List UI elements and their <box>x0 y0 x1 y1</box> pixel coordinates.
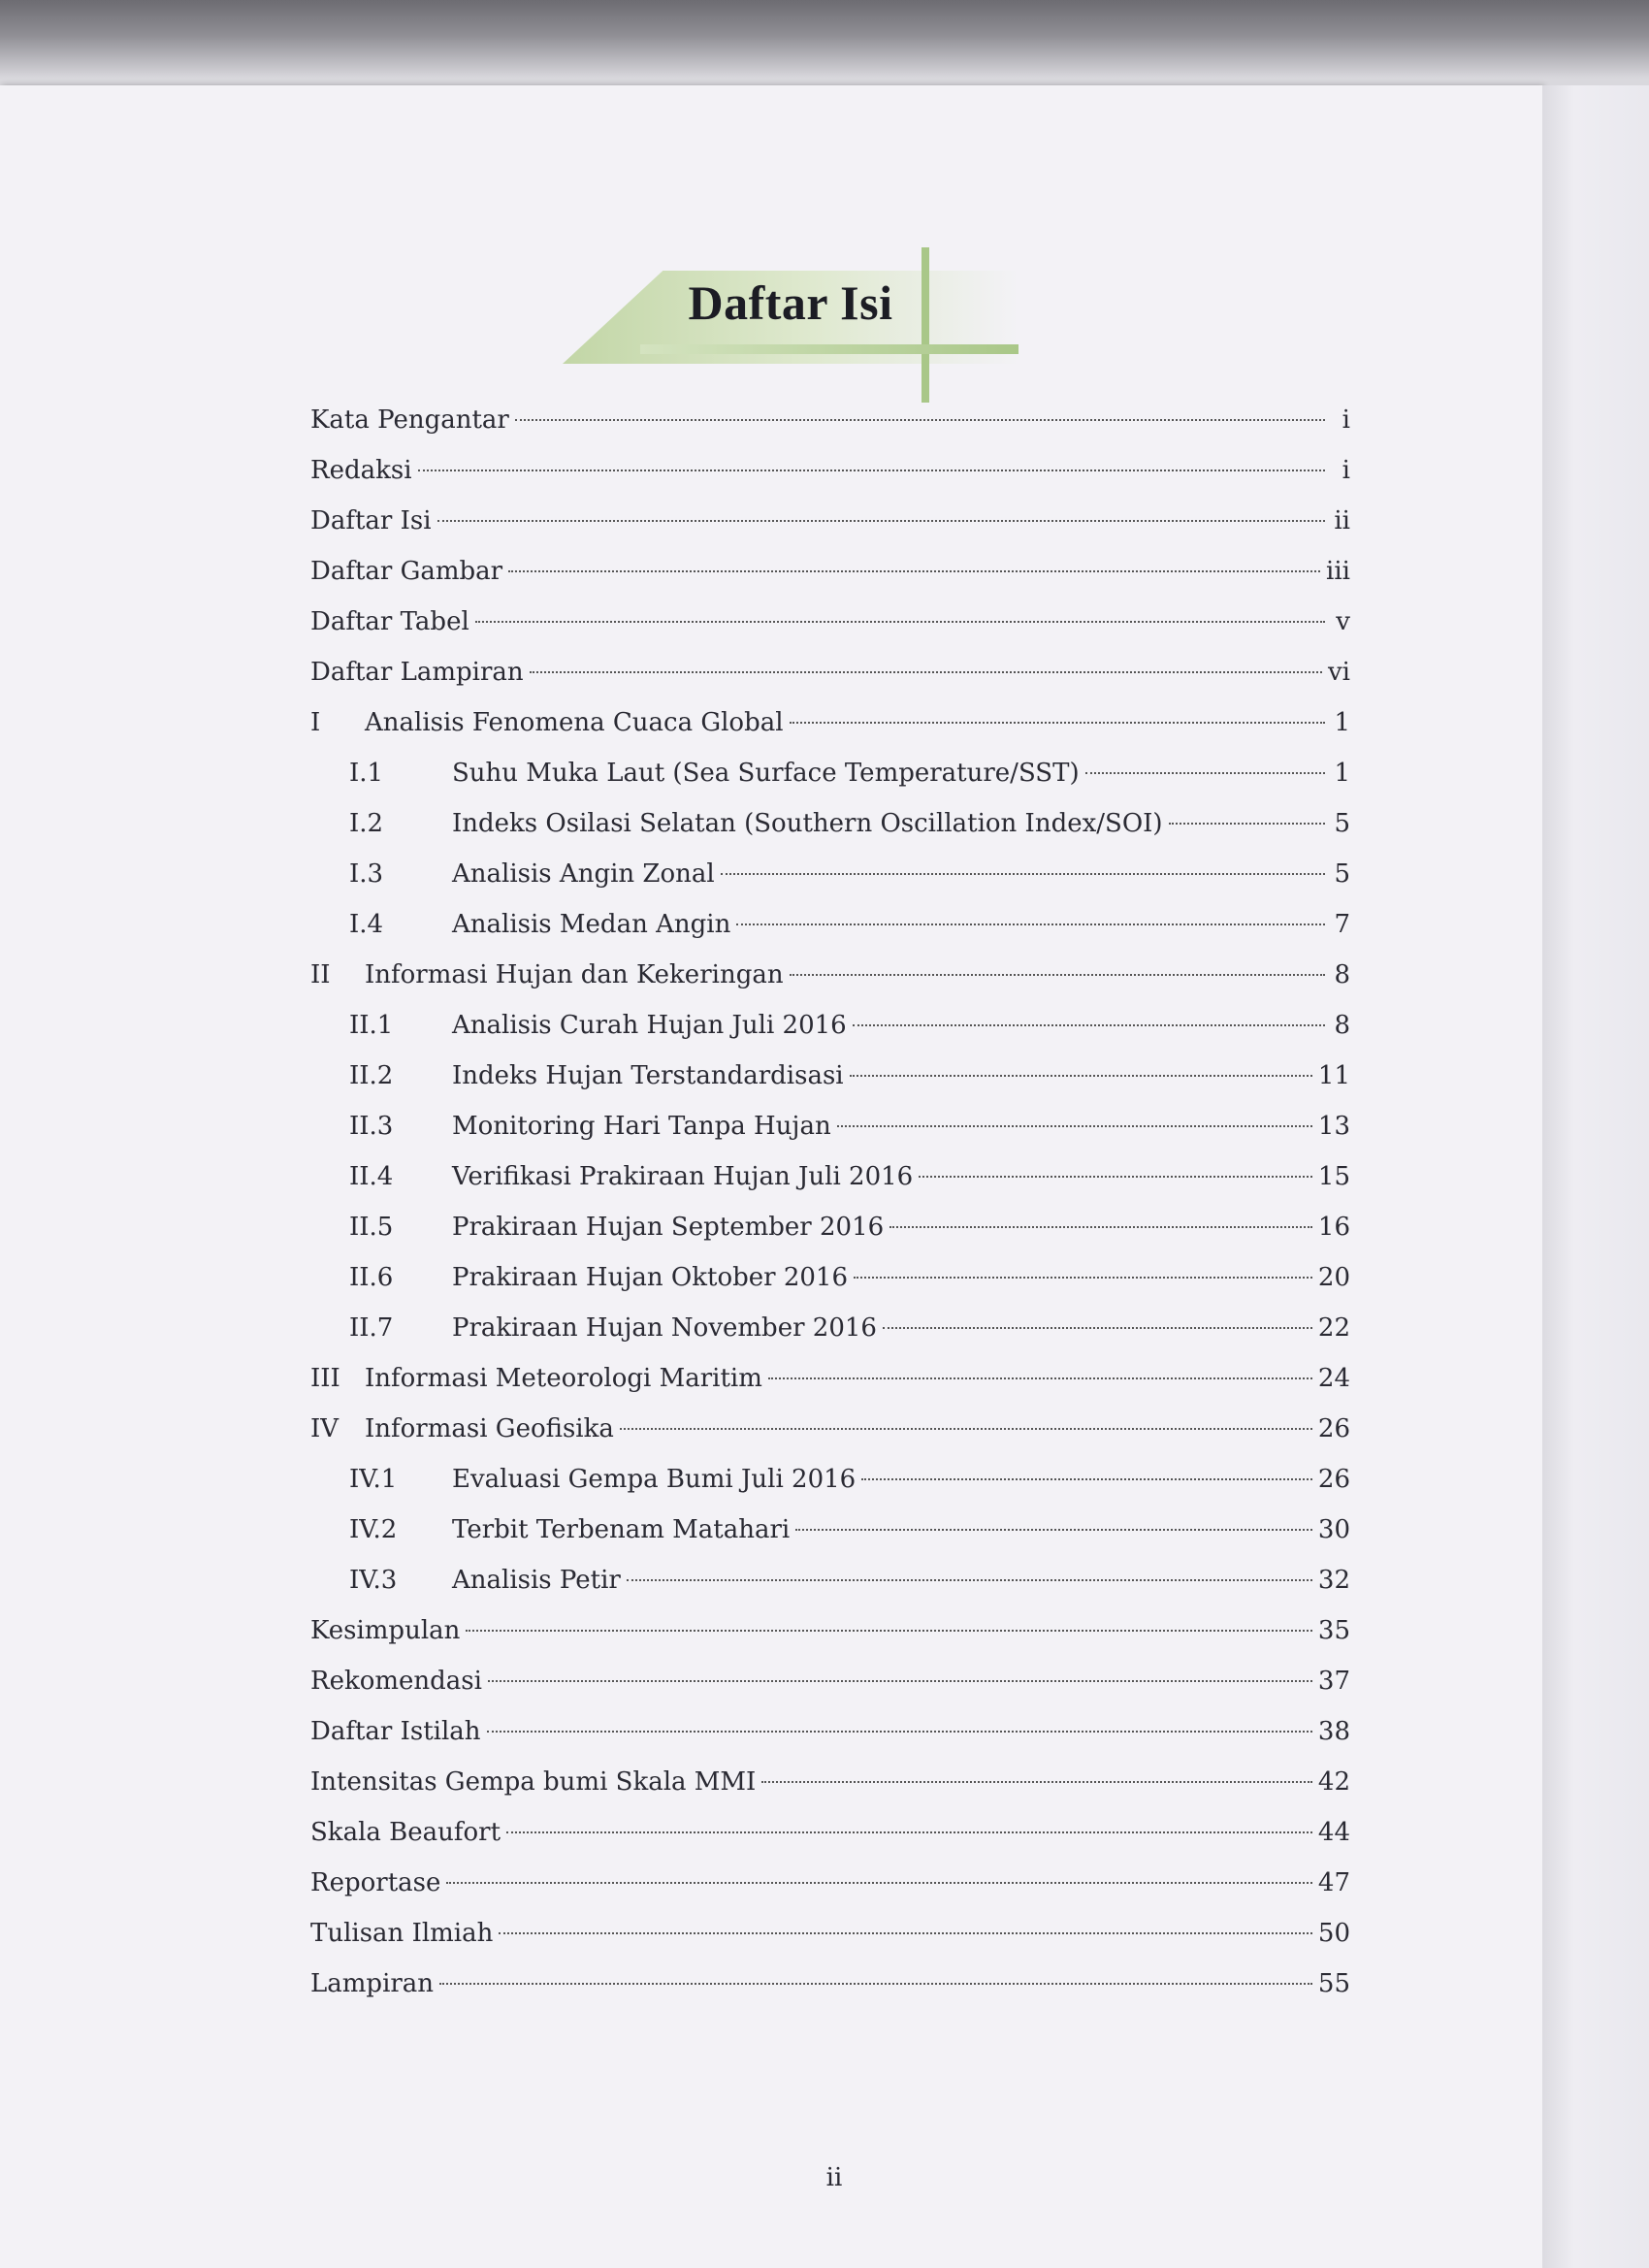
toc-entry[interactable] <box>310 960 1350 1011</box>
toc-entry-label: Informasi Hujan dan Kekeringan <box>365 960 784 989</box>
dot-leader <box>508 570 1320 572</box>
toc-entry-label: Analisis Petir <box>452 1566 621 1595</box>
toc-entry[interactable] <box>310 1263 1350 1313</box>
dot-leader <box>418 470 1325 471</box>
dot-leader <box>790 974 1325 976</box>
toc-entry[interactable] <box>310 1667 1350 1717</box>
dot-leader <box>437 520 1325 522</box>
toc-entry-page: 26 <box>1317 1465 1350 1494</box>
toc-entry-number: II.3 <box>349 1112 394 1141</box>
toc-entry-page: iii <box>1326 557 1350 586</box>
toc-entry[interactable] <box>310 1162 1350 1213</box>
dot-leader <box>487 1731 1312 1733</box>
toc-entry[interactable] <box>310 1011 1350 1061</box>
toc-entry-page: i <box>1342 456 1350 485</box>
dot-leader <box>837 1125 1312 1127</box>
toc-entry-label: Prakiraan Hujan November 2016 <box>452 1313 877 1343</box>
toc-entry[interactable] <box>310 1364 1350 1414</box>
dot-leader <box>627 1579 1312 1581</box>
dot-leader <box>883 1327 1312 1329</box>
dot-leader <box>475 621 1325 623</box>
toc-entry-label: Informasi Geofisika <box>365 1414 614 1443</box>
toc-entry-label: Daftar Istilah <box>310 1717 481 1746</box>
toc-entry-label: Informasi Meteorologi Maritim <box>365 1364 762 1393</box>
toc-entry-page: 8 <box>1334 960 1350 989</box>
toc-entry-page: 11 <box>1317 1061 1350 1090</box>
toc-entry[interactable] <box>310 658 1350 708</box>
toc-entry-label: Skala Beaufort <box>310 1818 501 1847</box>
toc-entry-number: II.5 <box>349 1213 394 1242</box>
toc-entry-number: I.4 <box>349 910 384 939</box>
toc-entry-page: ii <box>1334 506 1350 535</box>
toc-entry-page: 5 <box>1334 859 1350 889</box>
toc-entry-label: Analisis Angin Zonal <box>452 859 715 889</box>
toc-entry-page: 26 <box>1317 1414 1350 1443</box>
toc-entry-page: vi <box>1327 658 1350 687</box>
toc-entry[interactable] <box>310 607 1350 658</box>
dot-leader <box>790 722 1325 724</box>
toc-entry[interactable] <box>310 859 1350 910</box>
toc-entry[interactable] <box>310 1515 1350 1566</box>
toc-entry[interactable] <box>310 506 1350 557</box>
toc-entry[interactable] <box>310 1112 1350 1162</box>
dot-leader <box>466 1630 1312 1632</box>
toc-entry-page: 32 <box>1317 1566 1350 1595</box>
toc-entry-page: 44 <box>1317 1818 1350 1847</box>
toc-entry-number: II.2 <box>349 1061 394 1090</box>
dot-leader <box>488 1680 1312 1682</box>
toc-entry-label: Evaluasi Gempa Bumi Juli 2016 <box>452 1465 857 1494</box>
toc-entry-page: 20 <box>1317 1263 1350 1292</box>
dot-leader <box>736 923 1325 925</box>
toc-entry[interactable] <box>310 456 1350 506</box>
toc-entry[interactable] <box>310 708 1350 759</box>
toc-entry-page: 1 <box>1334 708 1350 737</box>
dot-leader <box>850 1075 1312 1077</box>
dot-leader <box>1169 823 1325 825</box>
toc-entry[interactable] <box>310 1061 1350 1112</box>
toc-entry[interactable] <box>310 1717 1350 1767</box>
dot-leader <box>854 1277 1312 1279</box>
dot-leader <box>853 1024 1325 1026</box>
toc-entry-label: Redaksi <box>310 456 412 485</box>
toc-entry-label: Suhu Muka Laut (Sea Surface Temperature/SST) <box>452 759 1080 788</box>
toc-entry-label: Analisis Medan Angin <box>452 910 731 939</box>
toc-entry[interactable] <box>310 405 1350 456</box>
page-title: Daftar Isi <box>688 275 893 330</box>
toc-entry[interactable] <box>310 910 1350 960</box>
toc-entry-label: Tulisan Ilmiah <box>310 1919 494 1948</box>
title-banner <box>563 247 1018 383</box>
toc-entry-page: 5 <box>1334 809 1350 838</box>
table-of-contents <box>310 405 1350 2020</box>
toc-entry-number: IV.2 <box>349 1515 398 1544</box>
dot-leader <box>439 1983 1312 1985</box>
dot-leader <box>919 1176 1312 1178</box>
toc-entry-label: Daftar Lampiran <box>310 658 524 687</box>
toc-entry-label: Analisis Fenomena Cuaca Global <box>365 708 784 737</box>
toc-entry-page: i <box>1342 405 1350 435</box>
toc-entry-number: I.3 <box>349 859 384 889</box>
toc-entry-label: Prakiraan Hujan Oktober 2016 <box>452 1263 848 1292</box>
toc-entry-page: 35 <box>1317 1616 1350 1645</box>
toc-entry-page: 55 <box>1317 1969 1350 1998</box>
toc-entry-page: 15 <box>1317 1162 1350 1191</box>
toc-entry[interactable] <box>310 1868 1350 1919</box>
toc-entry-number: IV.3 <box>349 1566 398 1595</box>
toc-entry-page: 8 <box>1334 1011 1350 1040</box>
dot-leader <box>721 873 1325 875</box>
toc-entry[interactable] <box>310 1213 1350 1263</box>
dot-leader <box>768 1377 1312 1379</box>
toc-entry-page: 24 <box>1317 1364 1350 1393</box>
toc-entry-page: 42 <box>1317 1767 1350 1797</box>
dot-leader <box>1085 772 1325 774</box>
toc-entry-page: 1 <box>1334 759 1350 788</box>
toc-entry-number: IV.1 <box>349 1465 398 1494</box>
toc-entry-label: Intensitas Gempa bumi Skala MMI <box>310 1767 757 1797</box>
toc-entry-page: 16 <box>1317 1213 1350 1242</box>
toc-entry-number: II.1 <box>349 1011 394 1040</box>
toc-entry[interactable] <box>310 1616 1350 1667</box>
toc-entry-page: 50 <box>1317 1919 1350 1948</box>
dot-leader <box>499 1932 1312 1934</box>
toc-entry-page: 7 <box>1334 910 1350 939</box>
toc-entry-label: Daftar Gambar <box>310 557 503 586</box>
toc-entry[interactable] <box>310 1919 1350 1969</box>
toc-entry-page: 30 <box>1317 1515 1350 1544</box>
dot-leader <box>795 1529 1312 1531</box>
toc-entry-label: Lampiran <box>310 1969 435 1998</box>
toc-entry-label: Indeks Osilasi Selatan (Southern Oscillation Index/SOI) <box>452 809 1163 838</box>
toc-entry[interactable] <box>310 1566 1350 1616</box>
toc-entry-page: v <box>1336 607 1350 636</box>
toc-entry-number: I <box>310 708 321 737</box>
toc-entry[interactable] <box>310 557 1350 607</box>
dot-leader <box>620 1428 1312 1430</box>
toc-entry-label: Daftar Isi <box>310 506 432 535</box>
toc-entry-label: Analisis Curah Hujan Juli 2016 <box>452 1011 847 1040</box>
scan-border-top <box>0 0 1649 87</box>
page-number: ii <box>825 2163 843 2192</box>
toc-entry[interactable] <box>310 1313 1350 1364</box>
toc-entry[interactable] <box>310 1465 1350 1515</box>
dot-leader <box>861 1478 1312 1480</box>
toc-entry-page: 22 <box>1317 1313 1350 1343</box>
toc-entry[interactable] <box>310 1767 1350 1818</box>
dot-leader <box>515 419 1325 421</box>
toc-entry[interactable] <box>310 759 1350 809</box>
toc-entry[interactable] <box>310 1969 1350 2020</box>
toc-entry-label: Verifikasi Prakiraan Hujan Juli 2016 <box>452 1162 914 1191</box>
toc-entry-page: 37 <box>1317 1667 1350 1696</box>
toc-entry-page: 47 <box>1317 1868 1350 1897</box>
toc-entry[interactable] <box>310 809 1350 859</box>
dot-leader <box>761 1781 1312 1783</box>
toc-entry[interactable] <box>310 1414 1350 1465</box>
dot-leader <box>446 1882 1312 1884</box>
toc-entry-label: Daftar Tabel <box>310 607 469 636</box>
toc-entry-number: II.4 <box>349 1162 394 1191</box>
toc-entry-number: II <box>310 960 331 989</box>
toc-entry-number: I.2 <box>349 809 384 838</box>
toc-entry-number: II.6 <box>349 1263 394 1292</box>
toc-entry-page: 38 <box>1317 1717 1350 1746</box>
toc-entry-number: II.7 <box>349 1313 394 1343</box>
toc-entry-number: IV <box>310 1414 340 1443</box>
title-horizontal-bar <box>640 344 1018 354</box>
toc-entry-label: Terbit Terbenam Matahari <box>452 1515 791 1544</box>
toc-entry-label: Reportase <box>310 1868 441 1897</box>
toc-entry-page: 13 <box>1317 1112 1350 1141</box>
toc-entry-label: Rekomendasi <box>310 1667 482 1696</box>
dot-leader <box>506 1831 1312 1833</box>
toc-entry-label: Kata Pengantar <box>310 405 509 435</box>
toc-entry-label: Kesimpulan <box>310 1616 461 1645</box>
toc-entry[interactable] <box>310 1818 1350 1868</box>
toc-entry-label: Indeks Hujan Terstandardisasi <box>452 1061 844 1090</box>
adjacent-page-edge <box>1542 85 1649 2268</box>
toc-entry-number: III <box>310 1364 340 1393</box>
toc-entry-label: Prakiraan Hujan September 2016 <box>452 1213 885 1242</box>
dot-leader <box>530 671 1322 673</box>
dot-leader <box>889 1226 1312 1228</box>
toc-entry-label: Monitoring Hari Tanpa Hujan <box>452 1112 831 1141</box>
toc-entry-number: I.1 <box>349 759 384 788</box>
